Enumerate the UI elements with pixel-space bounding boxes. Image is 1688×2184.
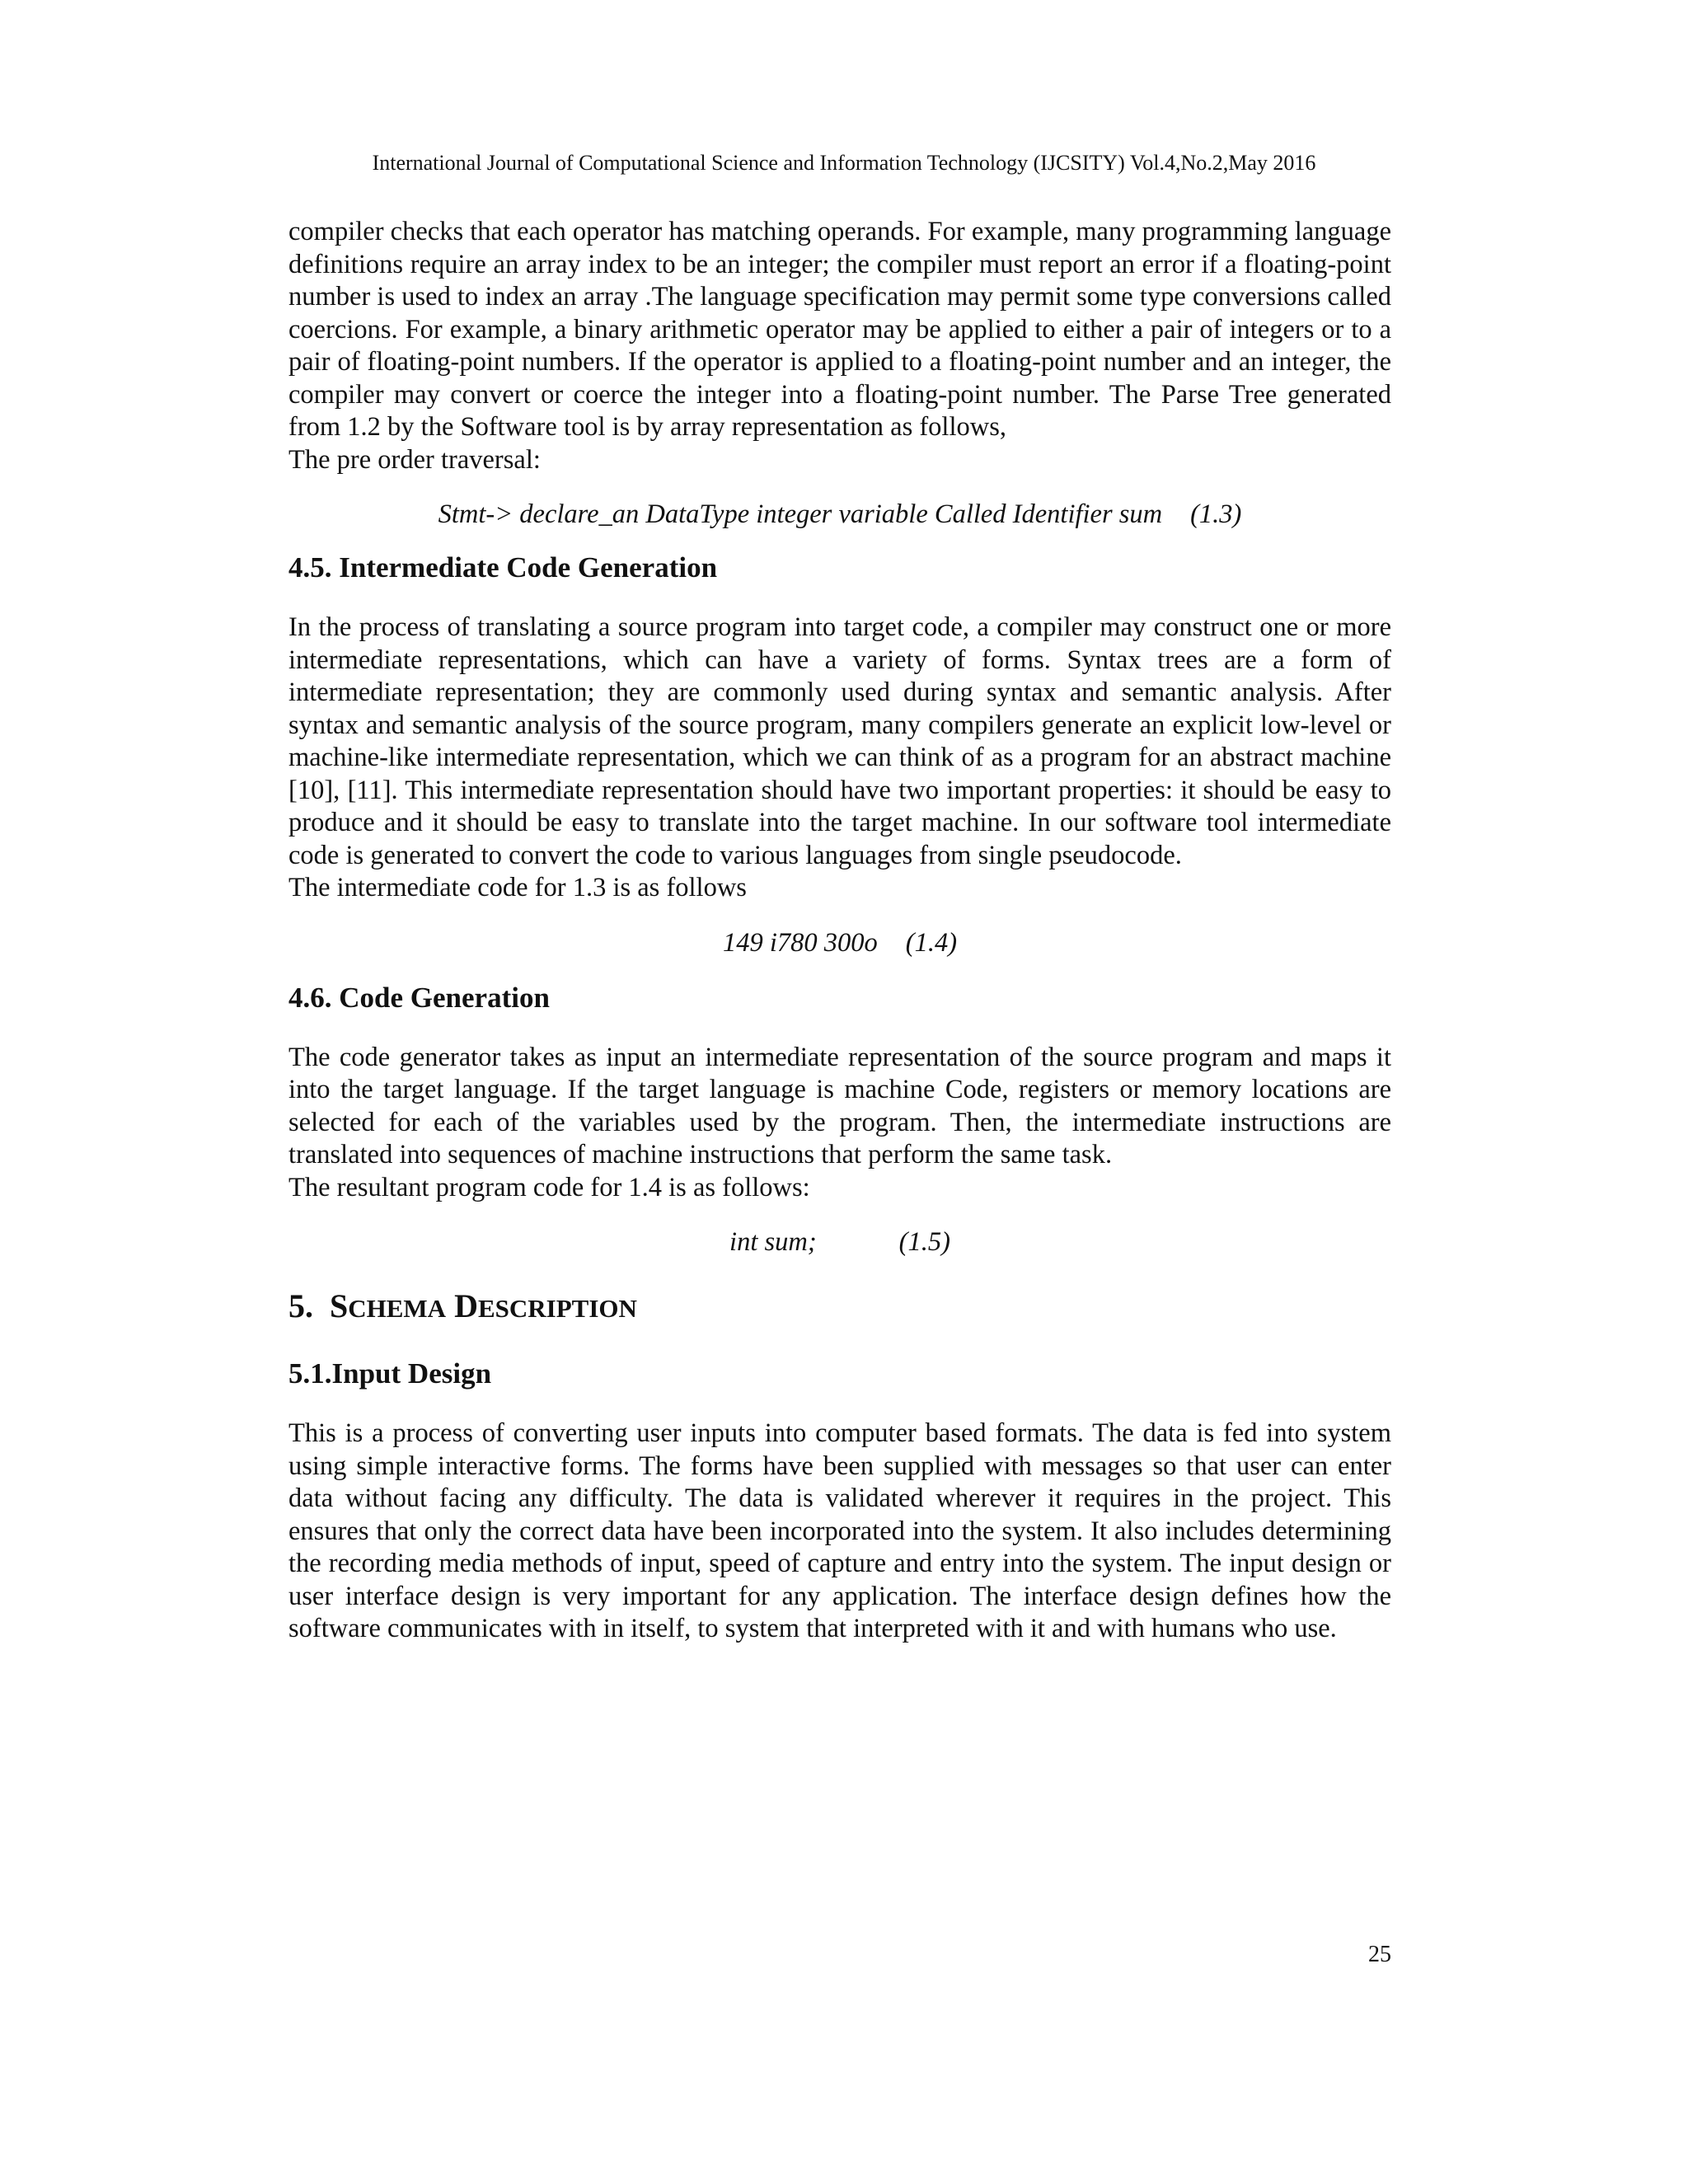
heading-code-generation: 4.6. Code Generation (288, 981, 550, 1014)
heading-schema-description: 5. SCHEMA DESCRIPTION (288, 1287, 637, 1324)
paragraph-program-code-intro: The resultant program code for 1.4 is as follows: (288, 1172, 810, 1202)
equation-1-3 (288, 498, 1391, 531)
heading-input-design: 5.1.Input Design (288, 1357, 492, 1390)
paragraph-preorder-intro: The pre order traversal: (288, 444, 541, 475)
paragraph-code-generation: The code generator takes as input an intermediate representation of the source program and maps it into the target language. If the target language is machine Code, registers or memory locations are selected for each of the variables used by the program. Then, the intermediate instructions are translated into sequences of machine instructions that perform the same task. (288, 1042, 1391, 1169)
equation-1-5-text: int sum; (729, 1227, 817, 1257)
paragraph-intermediate-code: In the process of translating a source program into target code, a compiler may construct one or more intermediate representations, which can have a variety of forms. Syntax trees are a form of intermediate representation; they are commonly used during syntax and semantic analysis. After syntax and semantic analysis of the source program, many compilers generate an explicit low-level or machine-like intermediate representation, which we can think of as a program for an abstract machine [10], [11]. This intermediate representation should have two important properties: it should be easy to produce and it should be easy to translate into the target machine. In our software tool intermediate code is generated to convert the code to various languages from single pseudocode. (288, 612, 1391, 870)
paragraph-type-checking: compiler checks that each operator has matching operands. For example, many programming language definitions require an array index to be an integer; the compiler must report an error if a floating-point number is used to index an array .The language specification may permit some type conversions called coercions. For example, a binary arithmetic operator may be applied to either a pair of integers or to a pair of floating-point numbers. If the operator is applied to a floating-point number and an integer, the compiler may convert or coerce the integer into a floating-point number. The Parse Tree generated from 1.2 by the Software tool is by array representation as follows, (288, 217, 1391, 442)
equation-1-5 (288, 1226, 1391, 1258)
section-number: 5. (288, 1287, 313, 1324)
page-content (288, 216, 1391, 1646)
heading-intermediate-code-generation: 4.5. Intermediate Code Generation (288, 551, 718, 583)
equation-1-4 (288, 926, 1391, 959)
equation-1-5-number: (1.5) (898, 1227, 950, 1257)
paragraph-intermediate-code-intro: The intermediate code for 1.3 is as follows (288, 873, 747, 902)
journal-header: International Journal of Computational Science and Information Technology (IJCSITY) Vol.4,No.2,May 2016 (372, 151, 1316, 175)
equation-1-4-text: 149 i780 300o (722, 927, 878, 958)
equation-1-3-text: Stmt-> declare_an DataType integer variable Called Identifier sum (438, 499, 1163, 529)
equation-1-3-number: (1.3) (1190, 499, 1242, 529)
page-number: 25 (1368, 1942, 1391, 1967)
equation-1-4-number: (1.4) (905, 927, 958, 958)
paragraph-input-design: This is a process of converting user inputs into computer based formats. The data is fed into system using simple interactive forms. The forms have been supplied with messages so that user can enter data without facing any difficulty. The data is validated wherever it requires in the project. This ensures that only the correct data have been incorporated into the system. It also includes determining the recording media methods of input, speed of capture and entry into the system. The input design or user interface design is very important for any application. The interface design defines how the software communicates with in itself, to system that interpreted with it and with humans who use. (288, 1418, 1391, 1643)
